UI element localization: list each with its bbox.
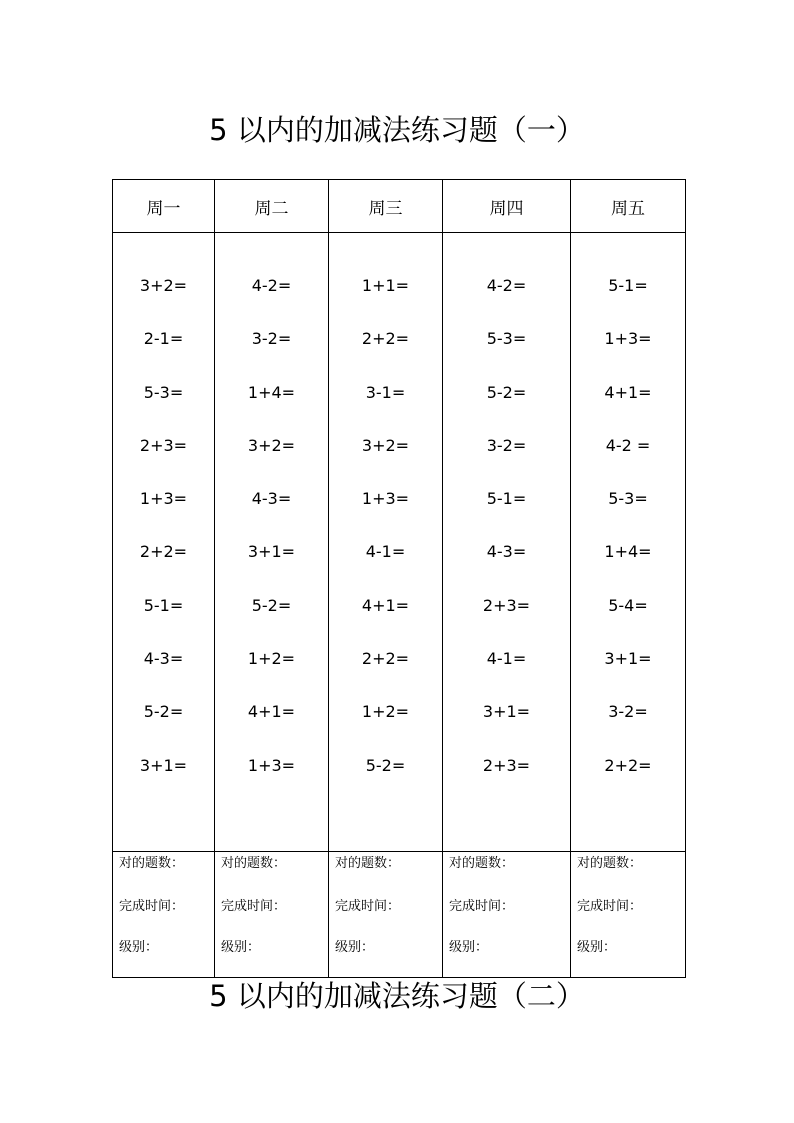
problem-item: 4-1= xyxy=(486,649,527,669)
problem-list-fri xyxy=(571,233,685,806)
day-header-fri: 周五 xyxy=(571,180,686,233)
problem-item: 1+3= xyxy=(247,755,296,775)
correct-count-label: 对的题数： xyxy=(335,856,401,871)
problem-item: 3-2= xyxy=(486,435,527,455)
problem-item: 3+2= xyxy=(247,435,296,455)
day-header-tue: 周二 xyxy=(215,180,329,233)
problem-item: 1+2= xyxy=(247,649,296,669)
problems-cell-mon xyxy=(113,233,215,852)
completion-time-label: 完成时间： xyxy=(221,898,287,914)
problem-item: 4-2 = xyxy=(605,435,651,455)
problem-item: 4-3= xyxy=(143,649,184,669)
level-label: 级别： xyxy=(119,940,159,955)
result-cell-tue xyxy=(215,852,329,978)
problem-item: 5-1= xyxy=(608,276,648,295)
problems-cell-wed xyxy=(329,233,443,852)
problem-item: 4-2= xyxy=(251,276,292,295)
problem-item: 5-2= xyxy=(365,755,406,775)
problems-cell-tue xyxy=(215,233,329,852)
problem-item: 5-2= xyxy=(143,702,184,722)
problem-item: 5-1= xyxy=(486,489,527,509)
problem-item: 4-2= xyxy=(486,276,527,295)
problem-list-wed xyxy=(329,233,442,806)
level-label: 级别： xyxy=(221,940,261,955)
correct-count-label: 对的题数： xyxy=(119,856,185,871)
day-header-mon: 周一 xyxy=(113,180,215,233)
worksheet-title-1: 5 以内的加减法练习题（一） xyxy=(209,113,585,147)
problems-row xyxy=(113,233,686,852)
result-cell-mon xyxy=(113,852,215,978)
problem-item: 3-2= xyxy=(251,329,292,349)
problem-item: 3-2= xyxy=(608,702,648,722)
day-header-row xyxy=(113,180,686,233)
problem-item: 4+1= xyxy=(247,702,296,722)
level-label: 级别： xyxy=(335,940,375,955)
completion-time-label: 完成时间： xyxy=(335,898,401,914)
problem-item: 2+2= xyxy=(604,755,652,775)
problem-item: 5-3= xyxy=(143,382,184,402)
problem-item: 3+1= xyxy=(604,649,652,669)
worksheet-title-2: 5 以内的加减法练习题（二） xyxy=(209,979,585,1013)
problem-item: 4-3= xyxy=(486,542,527,562)
result-cell-wed xyxy=(329,852,443,978)
problem-item: 1+4= xyxy=(247,382,296,402)
correct-count-label: 对的题数： xyxy=(577,856,643,871)
problem-item: 2+2= xyxy=(361,329,410,349)
problem-item: 1+1= xyxy=(361,276,410,295)
result-row xyxy=(113,852,686,978)
worksheet-table xyxy=(112,179,686,978)
problem-item: 4-3= xyxy=(251,489,292,509)
problems-cell-thu xyxy=(443,233,571,852)
problem-item: 3+1= xyxy=(247,542,296,562)
problem-item: 5-4= xyxy=(608,595,648,615)
problems-cell-fri xyxy=(571,233,686,852)
problem-list-mon xyxy=(113,233,214,806)
problem-item: 5-1= xyxy=(143,595,184,615)
problem-item: 3-1= xyxy=(365,382,406,402)
problem-item: 3+2= xyxy=(139,276,188,295)
correct-count-label: 对的题数： xyxy=(221,856,287,871)
problem-list-thu xyxy=(443,233,570,806)
level-label: 级别： xyxy=(449,940,489,955)
problem-item: 2+3= xyxy=(139,435,188,455)
problem-item: 4+1= xyxy=(361,595,410,615)
problem-item: 4+1= xyxy=(604,382,652,402)
problem-item: 5-3= xyxy=(486,329,527,349)
problem-item: 3+1= xyxy=(482,702,531,722)
problem-item: 1+3= xyxy=(604,329,652,349)
problem-item: 2+3= xyxy=(482,755,531,775)
completion-time-label: 完成时间： xyxy=(449,898,515,914)
problem-item: 4-1= xyxy=(365,542,406,562)
problem-item: 2+3= xyxy=(482,595,531,615)
problem-item: 1+3= xyxy=(361,489,410,509)
problem-item: 5-2= xyxy=(486,382,527,402)
day-header-thu: 周四 xyxy=(443,180,571,233)
problem-item: 3+2= xyxy=(361,435,410,455)
problem-item: 5-3= xyxy=(608,489,648,509)
problem-item: 2+2= xyxy=(361,649,410,669)
problem-item: 3+1= xyxy=(139,755,188,775)
problem-list-tue xyxy=(215,233,328,806)
problem-item: 2+2= xyxy=(139,542,188,562)
problem-item: 1+2= xyxy=(361,702,410,722)
correct-count-label: 对的题数： xyxy=(449,856,515,871)
day-header-wed: 周三 xyxy=(329,180,443,233)
problem-item: 5-2= xyxy=(251,595,292,615)
problem-item: 2-1= xyxy=(143,329,184,349)
problem-item: 1+4= xyxy=(604,542,652,562)
result-cell-thu xyxy=(443,852,571,978)
result-cell-fri xyxy=(571,852,686,978)
level-label: 级别： xyxy=(577,940,617,955)
completion-time-label: 完成时间： xyxy=(577,898,643,914)
problem-item: 1+3= xyxy=(139,489,188,509)
completion-time-label: 完成时间： xyxy=(119,898,185,914)
